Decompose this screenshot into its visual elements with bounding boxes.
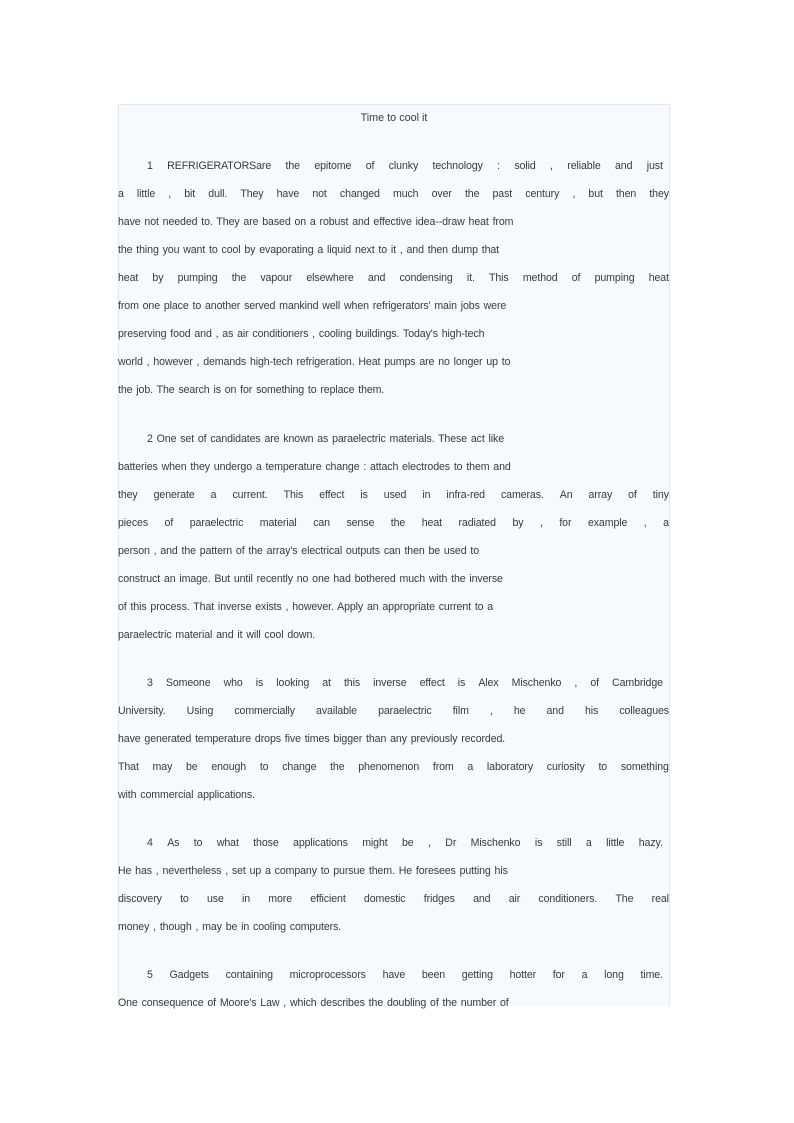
paragraph-3-line: 3 Someone who is looking at this inverse effect is Alex Mischenko , of Cambridge: [147, 677, 663, 689]
paragraph-1-line: the thing you want to cool by evaporating a liquid next to it , and then dump that: [118, 244, 500, 256]
paragraph-4-line: discovery to use in more efficient domestic fridges and air conditioners. The real: [118, 893, 669, 905]
paragraph-1-line: 1 REFRIGERATORSare the epitome of clunky technology : solid , reliable and just: [147, 160, 663, 172]
paragraph-1-line: heat by pumping the vapour elsewhere and condensing it. This method of pumping heat: [118, 272, 669, 284]
paragraph-5-line: 5 Gadgets containing microprocessors have been getting hotter for a long time.: [147, 969, 663, 981]
paragraph-4-line: He has , nevertheless , set up a company to pursue them. He foresees putting his: [118, 865, 508, 877]
paragraph-1-line: world , however , demands high-tech refrigeration. Heat pumps are no longer up to: [118, 356, 511, 368]
paragraph-3-line: with commercial applications.: [118, 789, 255, 801]
document-title: Time to cool it: [360, 112, 428, 124]
paragraph-2-line: pieces of paraelectric material can sense the heat radiated by , for example , a: [118, 517, 669, 529]
paragraph-1-line: the job. The search is on for something to replace them.: [118, 384, 385, 396]
paragraph-4-line: money , though , may be in cooling computers.: [118, 921, 342, 933]
paragraph-1-line: a little , bit dull. They have not changed much over the past century , but then they: [118, 188, 669, 200]
paragraph-4-line: 4 As to what those applications might be , Dr Mischenko is still a little hazy.: [147, 837, 663, 849]
paragraph-3-line: have generated temperature drops five times bigger than any previously recorded.: [118, 733, 506, 745]
paragraph-2-line: paraelectric material and it will cool down.: [118, 629, 316, 641]
paragraph-2-line: batteries when they undergo a temperature change : attach electrodes to them and: [118, 461, 511, 473]
paragraph-1-line: preserving food and , as air conditioners , cooling buildings. Today's high-tech: [118, 328, 485, 340]
paragraph-5-line: One consequence of Moore's Law , which describes the doubling of the number of: [118, 997, 509, 1009]
paragraph-2-line: of this process. That inverse exists , however. Apply an appropriate current to a: [118, 601, 494, 613]
paragraph-1-line: from one place to another served mankind well when refrigerators' main jobs were: [118, 300, 507, 312]
paragraph-2-line: person , and the pattern of the array's electrical outputs can then be used to: [118, 545, 479, 557]
paragraph-2-line: they generate a current. This effect is used in infra-red cameras. An array of tiny: [118, 489, 669, 501]
paragraph-3-line: University. Using commercially available paraelectric film , he and his colleagues: [118, 705, 669, 717]
paragraph-3-line: That may be enough to change the phenomenon from a laboratory curiosity to something: [118, 761, 669, 773]
paragraph-2-line: 2 One set of candidates are known as paraelectric materials. These act like: [147, 433, 505, 445]
paragraph-1-line: have not needed to. They are based on a robust and effective idea--draw heat from: [118, 216, 514, 228]
paragraph-2-line: construct an image. But until recently no one had bothered much with the inverse: [118, 573, 503, 585]
